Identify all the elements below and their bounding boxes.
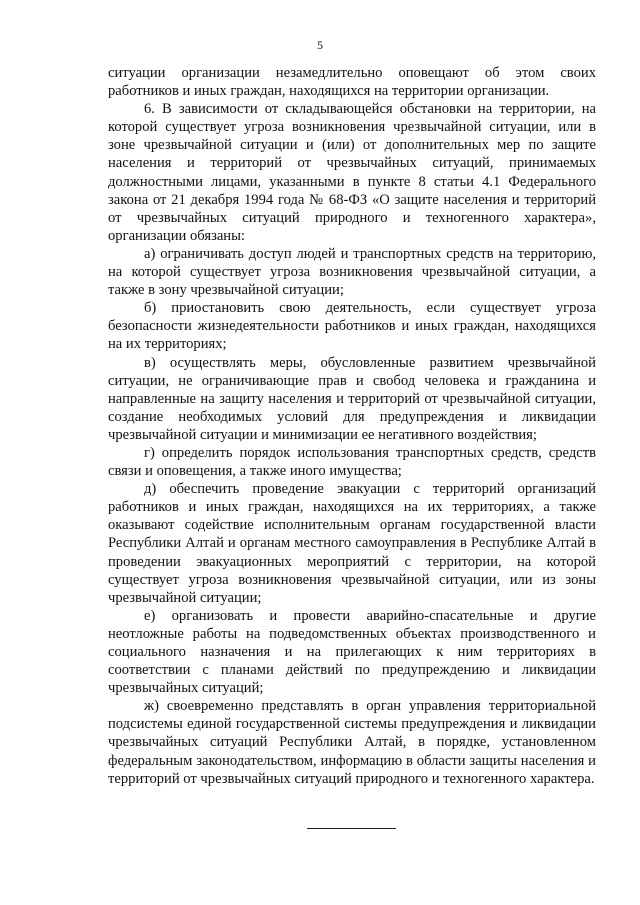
paragraph-subitem-zh: ж) своевременно представлять в орган управления территориальной подсистемы единой государственной системы предупреждения и ликвидации чрезвычайных ситуаций Республики Алтай, в порядке, установленном федеральным законодательством, информацию в области защиты населения и территорий от чрезвычайных ситуаций природного и техногенного характера.	[108, 698, 596, 787]
end-divider-line	[307, 828, 396, 829]
paragraph-continuation: ситуации организации незамедлительно оповещают об этом своих работников и иных граждан, находящихся на территории организации.	[108, 65, 596, 100]
page-number: 5	[317, 38, 323, 52]
paragraph-subitem-a: а) ограничивать доступ людей и транспортных средств на территорию, на которой существует угроза возникновения чрезвычайной ситуации, а также в зону чрезвычайной ситуации;	[108, 245, 596, 299]
paragraph-subitem-b: б) приостановить свою деятельность, если существует угроза безопасности жизнедеятельности работников и иных граждан, находящихся на их территориях;	[108, 300, 596, 353]
paragraph-subitem-g: г) определить порядок использования транспортных средств, средств связи и оповещения, а также иного имущества;	[108, 444, 596, 480]
paragraph-subitem-v: в) осуществлять меры, обусловленные развитием чрезвычайной ситуации, не ограничивающие прав и свобод человека и гражданина и направленные на защиту населения и территорий от чрезвычайной ситуации, создание необходимых условий для предупреждения и ликвидации чрезвычайной ситуации и минимизации ее негативного воздействия;	[108, 354, 596, 443]
document-body	[108, 64, 596, 788]
paragraph-subitem-d: д) обеспечить проведение эвакуации с территорий организаций работников и иных граждан, находящихся на их территориях, а также оказывают содействие исполнительным органам государственной власти Республики Алтай и органам местного самоуправления в Республике Алтай в проведении эвакуационных мероприятий с территории, на которой существует угроза возникновения чрезвычайной ситуации, или из зоны чрезвычайной ситуации;	[108, 481, 596, 606]
paragraph-item-6: 6. В зависимости от складывающейся обстановки на территории, на которой существует угроза возникновения чрезвычайной ситуации, или в зоне чрезвычайной ситуации и (или) от дополнительных мер по защите населения и территорий от чрезвычайных ситуаций, принимаемых должностными лицами, указанными в пункте 8 статьи 4.1 Федерального закона от 21 декабря 1994 года № 68-ФЗ «О защите населения и территорий от чрезвычайных ситуаций природного и техногенного характера», организации обязаны:	[108, 101, 596, 244]
paragraph-subitem-e: е) организовать и провести аварийно-спасательные и другие неотложные работы на подведомственных объектах производственного и социального назначения и на прилегающих к ним территориях в соответствии с планами действий по предупреждению и ликвидации чрезвычайных ситуаций;	[108, 607, 596, 697]
